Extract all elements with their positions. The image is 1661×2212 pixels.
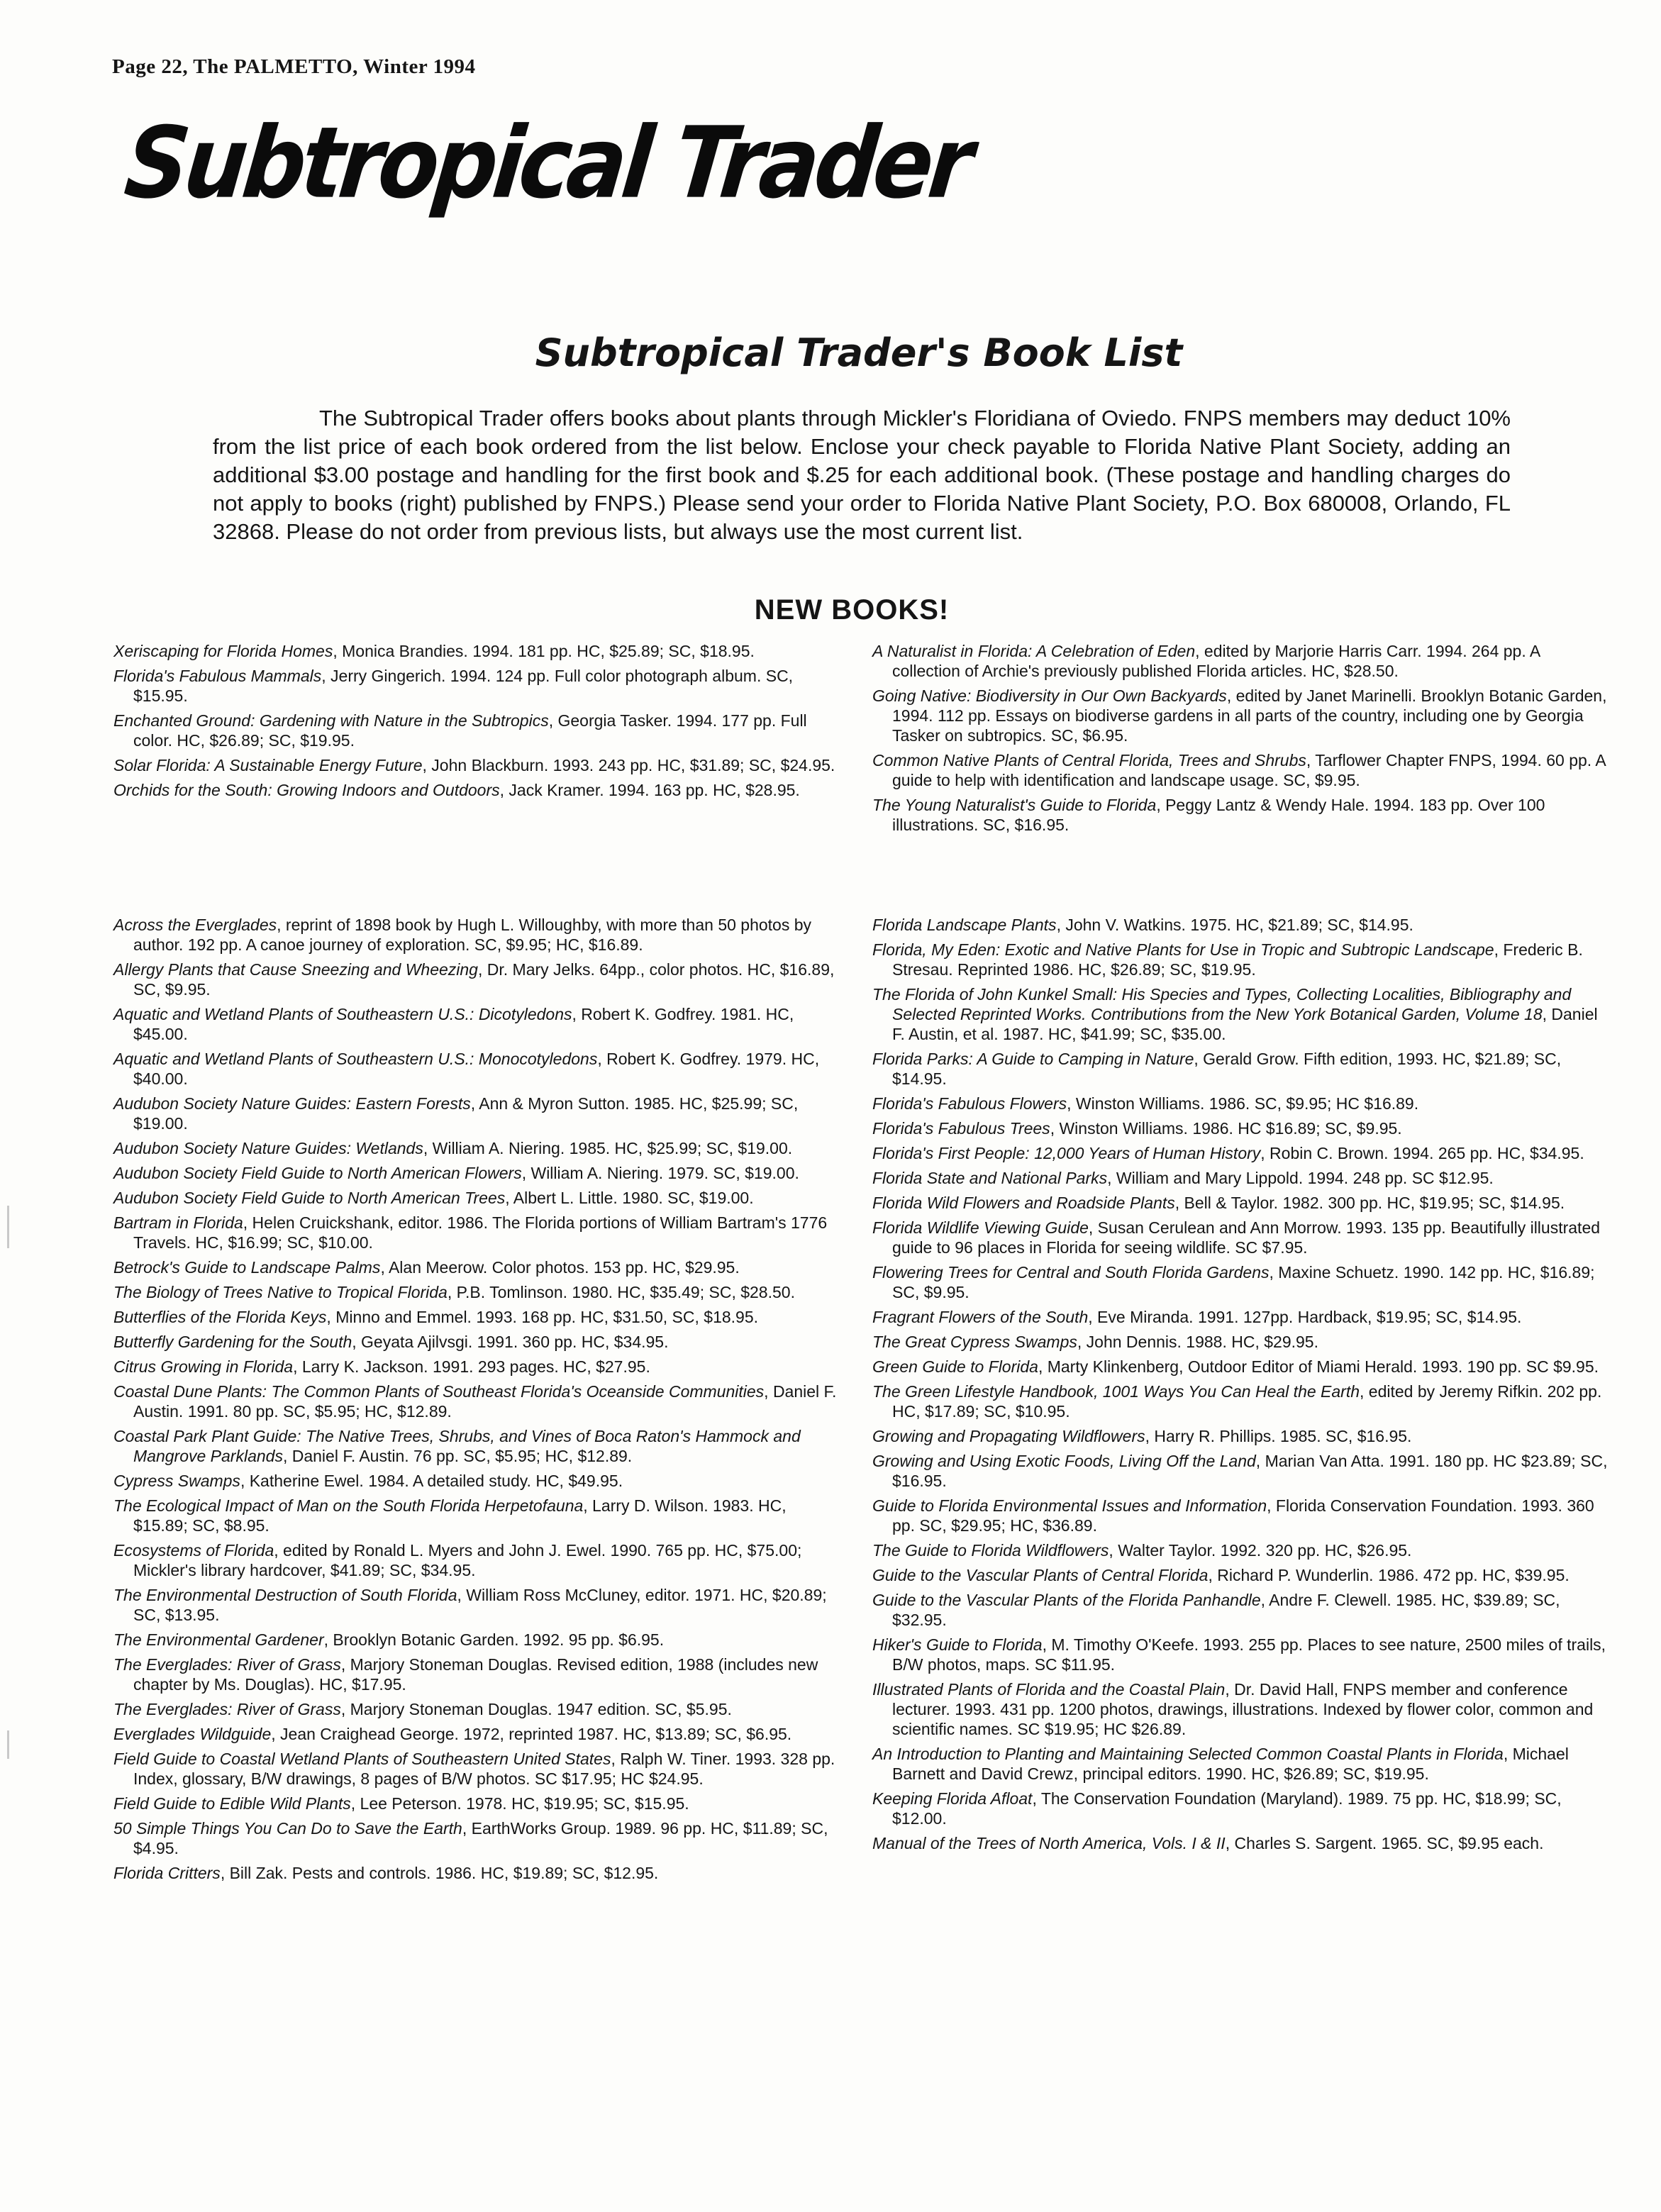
book-details: , Bell & Taylor. 1982. 300 pp. HC, $19.95; SC, $14.95. bbox=[1174, 1194, 1565, 1212]
book-entry bbox=[113, 711, 837, 750]
book-entry bbox=[872, 1193, 1610, 1213]
book-entry bbox=[113, 755, 837, 775]
book-entry bbox=[113, 1004, 837, 1044]
book-title: Everglades Wildguide bbox=[113, 1725, 272, 1743]
book-entry bbox=[113, 1749, 837, 1789]
book-title: Keeping Florida Afloat bbox=[872, 1789, 1033, 1808]
book-entry bbox=[113, 1282, 837, 1302]
book-title: Bartram in Florida bbox=[113, 1213, 243, 1232]
book-title: Florida's First People: 12,000 Years of Human History bbox=[872, 1144, 1261, 1162]
masthead-title: Subtropical Trader bbox=[120, 106, 974, 221]
book-details: , EarthWorks Group. 1989. 96 pp. HC, $11.89; SC, $4.95. bbox=[133, 1819, 828, 1857]
scan-margin-mark bbox=[7, 1730, 9, 1759]
book-details: , Albert L. Little. 1980. SC, $19.00. bbox=[505, 1189, 754, 1207]
book-details: , Lee Peterson. 1978. HC, $19.95; SC, $15.95. bbox=[350, 1794, 689, 1813]
book-details: , Robert K. Godfrey. 1979. HC, $40.00. bbox=[133, 1050, 820, 1088]
book-entry bbox=[113, 1307, 837, 1327]
book-details: , William Ross McCluney, editor. 1971. HC, $20.89; SC, $13.95. bbox=[133, 1586, 827, 1624]
book-entry bbox=[872, 1332, 1610, 1352]
scan-margin-mark bbox=[7, 1206, 9, 1248]
book-title: Solar Florida: A Sustainable Energy Future bbox=[113, 756, 423, 774]
book-entry bbox=[113, 1630, 837, 1650]
book-entry bbox=[872, 795, 1610, 835]
book-title: Going Native: Biodiversity in Our Own Backyards bbox=[872, 687, 1227, 705]
book-entry bbox=[113, 1818, 837, 1858]
book-details: , Marjory Stoneman Douglas. 1947 edition. SC, $5.95. bbox=[340, 1700, 732, 1718]
book-entry bbox=[872, 1635, 1610, 1674]
book-title: Coastal Park Plant Guide: The Native Trees, Shrubs, and Vines of Boca Raton's Hammock and Mangrove Parklands bbox=[113, 1427, 801, 1465]
book-details: , Richard P. Wunderlin. 1986. 472 pp. HC, $39.95. bbox=[1208, 1566, 1570, 1584]
book-title: Florida Parks: A Guide to Camping in Nature bbox=[872, 1050, 1194, 1068]
book-entry bbox=[872, 1357, 1610, 1377]
book-entry bbox=[872, 940, 1610, 979]
book-details: , Andre F. Clewell. 1985. HC, $39.89; SC, $32.95. bbox=[892, 1591, 1560, 1629]
book-details: , Daniel F. Austin, et al. 1987. HC, $41.99; SC, $35.00. bbox=[892, 1005, 1598, 1043]
book-entry bbox=[872, 1426, 1610, 1446]
book-details: , Winston Williams. 1986. HC $16.89; SC, $9.95. bbox=[1050, 1119, 1402, 1138]
book-entry bbox=[872, 1451, 1610, 1491]
book-entry bbox=[113, 1496, 837, 1535]
book-title: The Young Naturalist's Guide to Florida bbox=[872, 796, 1157, 814]
book-entry bbox=[113, 1188, 837, 1208]
book-details: , William and Mary Lippold. 1994. 248 pp. SC $12.95. bbox=[1107, 1169, 1494, 1187]
book-title: Butterflies of the Florida Keys bbox=[113, 1308, 327, 1326]
book-entry bbox=[872, 641, 1610, 681]
book-entry bbox=[872, 1833, 1610, 1853]
book-details: , Dr. David Hall, FNPS member and conference lecturer. 1993. 431 pp. 1200 photos, drawings, illustrations. Indexed by flower color, common and scientific names. SC $19.95; HC $26.89. bbox=[892, 1680, 1594, 1738]
book-entry bbox=[113, 1332, 837, 1352]
book-details: , Peggy Lantz & Wendy Hale. 1994. 183 pp. Over 100 illustrations. SC, $16.95. bbox=[892, 796, 1545, 834]
book-title: The Environmental Gardener bbox=[113, 1630, 324, 1649]
book-title: An Introduction to Planting and Maintaining Selected Common Coastal Plants in Florida bbox=[872, 1745, 1504, 1763]
book-details: , M. Timothy O'Keefe. 1993. 255 pp. Places to see nature, 2500 miles of trails, B/W photos, maps. SC $11.95. bbox=[892, 1635, 1606, 1674]
book-title: Enchanted Ground: Gardening with Nature in the Subtropics bbox=[113, 711, 549, 730]
book-title: Florida Critters bbox=[113, 1864, 221, 1882]
book-entry bbox=[113, 1257, 837, 1277]
book-title: Green Guide to Florida bbox=[872, 1357, 1038, 1376]
book-details: , edited by Ronald L. Myers and John J. Ewel. 1990. 765 pp. HC, $75.00; Mickler's library hardcover, $41.89; SC, $34.95. bbox=[133, 1541, 802, 1579]
book-details: , Ann & Myron Sutton. 1985. HC, $25.99; SC, $19.00. bbox=[133, 1094, 799, 1133]
book-details: , Eve Miranda. 1991. 127pp. Hardback, $19.95; SC, $14.95. bbox=[1088, 1308, 1522, 1326]
book-title: Growing and Propagating Wildflowers bbox=[872, 1427, 1145, 1445]
book-details: , Bill Zak. Pests and controls. 1986. HC, $19.89; SC, $12.95. bbox=[220, 1864, 659, 1882]
book-entry bbox=[113, 1049, 837, 1089]
books-left-column bbox=[113, 915, 837, 1888]
book-title: Betrock's Guide to Landscape Palms bbox=[113, 1258, 381, 1277]
book-title: Florida's Fabulous Flowers bbox=[872, 1094, 1067, 1113]
book-entry bbox=[113, 1585, 837, 1625]
book-details: , Robin C. Brown. 1994. 265 pp. HC, $34.95. bbox=[1260, 1144, 1584, 1162]
intro-paragraph: The Subtropical Trader offers books about plants through Mickler's Floridiana of Oviedo. FNPS members may deduct 10% from the list price of each book ordered from the list below. Enclose your check payable to Florida Native Plant Society, adding an additional $3.00 postage and handling for the first book and $.25 for each additional book. (These postage and handling charges do not apply to books (right) published by FNPS.) Please send your order to Florida Native Plant Society, P.O. Box 680008, Orlando, FL 32868. Please do not order from previous lists, but always use the most current list. bbox=[213, 406, 1511, 544]
book-entry bbox=[872, 1168, 1610, 1188]
book-title: Aquatic and Wetland Plants of Southeastern U.S.: Dicotyledons bbox=[113, 1005, 572, 1023]
book-details: , Maxine Schuetz. 1990. 142 pp. HC, $16.89; SC, $9.95. bbox=[892, 1263, 1595, 1301]
book-details: , Helen Cruickshank, editor. 1986. The Florida portions of William Bartram's 1776 Travels. HC, $16.99; SC, $10.00. bbox=[133, 1213, 828, 1252]
book-entry bbox=[872, 1218, 1610, 1257]
book-title: Ecosystems of Florida bbox=[113, 1541, 274, 1560]
book-title: Butterfly Gardening for the South bbox=[113, 1333, 352, 1351]
book-details: , Charles S. Sargent. 1965. SC, $9.95 each. bbox=[1225, 1834, 1544, 1852]
book-details: , Harry R. Phillips. 1985. SC, $16.95. bbox=[1145, 1427, 1412, 1445]
book-title: Field Guide to Coastal Wetland Plants of Southeastern United States bbox=[113, 1750, 611, 1768]
book-details: , Ralph W. Tiner. 1993. 328 pp. Index, glossary, B/W drawings, 8 pages of B/W photos. SC $17.95; HC $24.95. bbox=[133, 1750, 835, 1788]
book-details: , Alan Meerow. Color photos. 153 pp. HC, $29.95. bbox=[380, 1258, 740, 1277]
book-entry bbox=[113, 780, 837, 800]
book-entry bbox=[872, 1590, 1610, 1630]
book-entry bbox=[113, 1699, 837, 1719]
book-details: , Marty Klinkenberg, Outdoor Editor of Miami Herald. 1993. 190 pp. SC $9.95. bbox=[1038, 1357, 1599, 1376]
book-details: , reprint of 1898 book by Hugh L. Willoughby, with more than 50 photos by author. 192 pp. A canoe journey of exploration. SC, $9.95; HC, $16.89. bbox=[133, 916, 812, 954]
book-details: , Geyata Ajilvsgi. 1991. 360 pp. HC, $34.95. bbox=[352, 1333, 669, 1351]
book-entry bbox=[872, 984, 1610, 1044]
book-details: , Marjory Stoneman Douglas. Revised edition, 1988 (includes new chapter by Ms. Douglas). HC, $17.95. bbox=[133, 1655, 818, 1694]
book-details: , Larry D. Wilson. 1983. HC, $15.89; SC, $8.95. bbox=[133, 1496, 787, 1535]
book-entry bbox=[113, 1163, 837, 1183]
book-details: , Frederic B. Stresau. Reprinted 1986. HC, $26.89; SC, $19.95. bbox=[892, 940, 1583, 979]
book-title: A Naturalist in Florida: A Celebration of Eden bbox=[872, 642, 1196, 660]
book-title: Florida Wildlife Viewing Guide bbox=[872, 1218, 1089, 1237]
book-title: Citrus Growing in Florida bbox=[113, 1357, 294, 1376]
book-entry bbox=[113, 915, 837, 955]
book-details: , Michael Barnett and David Crewz, principal editors. 1990. HC, $26.89; SC, $19.95. bbox=[892, 1745, 1569, 1783]
book-details: , Marian Van Atta. 1991. 180 pp. HC $23.89; SC, $16.95. bbox=[892, 1452, 1608, 1490]
book-entry bbox=[113, 1540, 837, 1580]
book-title: Audubon Society Nature Guides: Eastern Forests bbox=[113, 1094, 471, 1113]
book-entry bbox=[872, 1143, 1610, 1163]
book-entry bbox=[113, 1382, 837, 1421]
book-details: , Winston Williams. 1986. SC, $9.95; HC $16.89. bbox=[1067, 1094, 1419, 1113]
book-details: , edited by Marjorie Harris Carr. 1994. 264 pp. A collection of Archie's previously published Florida articles. HC, $28.50. bbox=[892, 642, 1540, 680]
book-details: , John Blackburn. 1993. 243 pp. HC, $31.89; SC, $24.95. bbox=[422, 756, 835, 774]
book-entry bbox=[872, 1118, 1610, 1138]
book-title: Common Native Plants of Central Florida, Trees and Shrubs bbox=[872, 751, 1306, 769]
book-entry bbox=[872, 1382, 1610, 1421]
book-title: Florida Landscape Plants bbox=[872, 916, 1057, 934]
book-details: , Dr. Mary Jelks. 64pp., color photos. HC, $16.89, SC, $9.95. bbox=[133, 960, 835, 999]
new-books-left-column bbox=[113, 641, 837, 805]
book-title: Across the Everglades bbox=[113, 916, 277, 934]
book-title: Florida State and National Parks bbox=[872, 1169, 1108, 1187]
book-entry bbox=[872, 1496, 1610, 1535]
book-title: The Biology of Trees Native to Tropical Florida bbox=[113, 1283, 448, 1301]
book-entry bbox=[872, 1789, 1610, 1828]
book-entry bbox=[113, 1094, 837, 1133]
book-details: , Monica Brandies. 1994. 181 pp. HC, $25.89; SC, $18.95. bbox=[333, 642, 755, 660]
book-details: , The Conservation Foundation (Maryland). 1989. 75 pp. HC, $18.99; SC, $12.00. bbox=[892, 1789, 1562, 1828]
book-details: , Robert K. Godfrey. 1981. HC, $45.00. bbox=[133, 1005, 794, 1043]
booklist-title: Subtropical Trader's Book List bbox=[535, 330, 1183, 375]
book-entry bbox=[113, 1471, 837, 1491]
book-entry bbox=[113, 1213, 837, 1252]
book-entry bbox=[113, 641, 837, 661]
book-title: Florida, My Eden: Exotic and Native Plants for Use in Tropic and Subtropic Landscape bbox=[872, 940, 1494, 959]
book-title: Florida Wild Flowers and Roadside Plants bbox=[872, 1194, 1175, 1212]
book-title: The Everglades: River of Grass bbox=[113, 1700, 341, 1718]
book-details: , Walter Taylor. 1992. 320 pp. HC, $26.95. bbox=[1109, 1541, 1412, 1560]
book-details: , Minno and Emmel. 1993. 168 pp. HC, $31.50, SC, $18.95. bbox=[326, 1308, 759, 1326]
book-title: The Green Lifestyle Handbook, 1001 Ways You Can Heal the Earth bbox=[872, 1382, 1360, 1401]
book-details: , P.B. Tomlinson. 1980. HC, $35.49; SC, $28.50. bbox=[447, 1283, 795, 1301]
book-details: , William A. Niering. 1985. HC, $25.99; SC, $19.00. bbox=[423, 1139, 793, 1157]
new-books-heading: NEW BOOKS! bbox=[754, 594, 950, 626]
book-entry bbox=[872, 1094, 1610, 1113]
book-entry bbox=[872, 915, 1610, 935]
book-title: Flowering Trees for Central and South Florida Gardens bbox=[872, 1263, 1270, 1282]
book-title: The Florida of John Kunkel Small: His Species and Types, Collecting Localities, Bibliography and Selected Reprinted Works. Contributions from the New York Botanical Garden, Volume 18 bbox=[872, 985, 1572, 1023]
book-details: , edited by Janet Marinelli. Brooklyn Botanic Garden, 1994. 112 pp. Essays on biodiverse gardens in all parts of the country, including one by Georgia Tasker on subtropics. SC, $6.95. bbox=[892, 687, 1607, 745]
book-title: Aquatic and Wetland Plants of Southeastern U.S.: Monocotyledons bbox=[113, 1050, 598, 1068]
book-entry bbox=[113, 1357, 837, 1377]
page-header: Page 22, The PALMETTO, Winter 1994 bbox=[112, 55, 476, 78]
books-right-column bbox=[872, 915, 1610, 1858]
book-details: , Jerry Gingerich. 1994. 124 pp. Full color photograph album. SC, $15.95. bbox=[133, 667, 794, 705]
book-entry bbox=[113, 1138, 837, 1158]
book-title: Coastal Dune Plants: The Common Plants of Southeast Florida's Oceanside Communities bbox=[113, 1382, 765, 1401]
book-details: , William A. Niering. 1979. SC, $19.00. bbox=[521, 1164, 799, 1182]
book-title: Orchids for the South: Growing Indoors and Outdoors bbox=[113, 781, 500, 799]
book-title: Fragrant Flowers of the South bbox=[872, 1308, 1089, 1326]
book-title: Guide to Florida Environmental Issues and Information bbox=[872, 1496, 1267, 1515]
book-details: , Daniel F. Austin. 76 pp. SC, $5.95; HC, $12.89. bbox=[282, 1447, 633, 1465]
book-title: Cypress Swamps bbox=[113, 1472, 240, 1490]
book-entry bbox=[872, 1744, 1610, 1784]
book-details: , Tarflower Chapter FNPS, 1994. 60 pp. A guide to help with identification and landscape usage. SC, $9.95. bbox=[892, 751, 1606, 789]
book-title: 50 Simple Things You Can Do to Save the Earth bbox=[113, 1819, 462, 1838]
book-details: , John V. Watkins. 1975. HC, $21.89; SC, $14.95. bbox=[1056, 916, 1413, 934]
book-entry bbox=[113, 666, 837, 706]
book-title: Growing and Using Exotic Foods, Living Off the Land bbox=[872, 1452, 1256, 1470]
book-title: The Everglades: River of Grass bbox=[113, 1655, 341, 1674]
book-title: Manual of the Trees of North America, Vols. I & II bbox=[872, 1834, 1226, 1852]
book-entry bbox=[872, 1262, 1610, 1302]
book-details: , Katherine Ewel. 1984. A detailed study. HC, $49.95. bbox=[240, 1472, 623, 1490]
book-title: Florida's Fabulous Mammals bbox=[113, 667, 322, 685]
book-entry bbox=[113, 1655, 837, 1694]
book-title: The Great Cypress Swamps bbox=[872, 1333, 1077, 1351]
book-details: , Jean Craighead George. 1972, reprinted 1987. HC, $13.89; SC, $6.95. bbox=[271, 1725, 792, 1743]
book-title: Audubon Society Field Guide to North American Flowers bbox=[113, 1164, 522, 1182]
book-entry bbox=[113, 1794, 837, 1813]
book-entry bbox=[872, 1540, 1610, 1560]
book-title: Field Guide to Edible Wild Plants bbox=[113, 1794, 351, 1813]
new-books-right-column bbox=[872, 641, 1610, 840]
book-entry bbox=[113, 1724, 837, 1744]
book-details: , Florida Conservation Foundation. 1993. 360 pp. SC, $29.95; HC, $36.89. bbox=[892, 1496, 1594, 1535]
book-details: , edited by Jeremy Rifkin. 202 pp. HC, $17.89; SC, $10.95. bbox=[892, 1382, 1602, 1421]
book-title: Xeriscaping for Florida Homes bbox=[113, 642, 333, 660]
book-title: Guide to the Vascular Plants of the Florida Panhandle bbox=[872, 1591, 1261, 1609]
book-title: Illustrated Plants of Florida and the Coastal Plain bbox=[872, 1680, 1226, 1699]
book-title: The Guide to Florida Wildflowers bbox=[872, 1541, 1109, 1560]
book-title: Audubon Society Nature Guides: Wetlands bbox=[113, 1139, 423, 1157]
book-title: Guide to the Vascular Plants of Central Florida bbox=[872, 1566, 1209, 1584]
book-entry bbox=[872, 1679, 1610, 1739]
book-entry bbox=[872, 1049, 1610, 1089]
book-details: , Georgia Tasker. 1994. 177 pp. Full color. HC, $26.89; SC, $19.95. bbox=[133, 711, 807, 750]
book-entry bbox=[872, 1307, 1610, 1327]
book-details: , John Dennis. 1988. HC, $29.95. bbox=[1077, 1333, 1318, 1351]
book-details: , Susan Cerulean and Ann Morrow. 1993. 135 pp. Beautifully illustrated guide to 96 places in Florida for seeing wildlife. SC $7.95. bbox=[892, 1218, 1601, 1257]
book-entry bbox=[872, 750, 1610, 790]
book-details: , Brooklyn Botanic Garden. 1992. 95 pp. $6.95. bbox=[323, 1630, 665, 1649]
book-entry bbox=[872, 686, 1610, 745]
book-title: Audubon Society Field Guide to North American Trees bbox=[113, 1189, 506, 1207]
book-title: The Ecological Impact of Man on the South Florida Herpetofauna bbox=[113, 1496, 584, 1515]
book-entry bbox=[872, 1565, 1610, 1585]
book-title: Hiker's Guide to Florida bbox=[872, 1635, 1043, 1654]
book-title: Florida's Fabulous Trees bbox=[872, 1119, 1050, 1138]
book-details: , Larry K. Jackson. 1991. 293 pages. HC, $27.95. bbox=[293, 1357, 650, 1376]
book-entry bbox=[113, 960, 837, 999]
book-entry bbox=[113, 1863, 837, 1883]
book-details: , Jack Kramer. 1994. 163 pp. HC, $28.95. bbox=[499, 781, 800, 799]
book-title: The Environmental Destruction of South Florida bbox=[113, 1586, 457, 1604]
book-details: , Daniel F. Austin. 1991. 80 pp. SC, $5.95; HC, $12.89. bbox=[133, 1382, 837, 1421]
book-title: Allergy Plants that Cause Sneezing and Wheezing bbox=[113, 960, 478, 979]
book-details: , Gerald Grow. Fifth edition, 1993. HC, $21.89; SC, $14.95. bbox=[892, 1050, 1562, 1088]
book-entry bbox=[113, 1426, 837, 1466]
